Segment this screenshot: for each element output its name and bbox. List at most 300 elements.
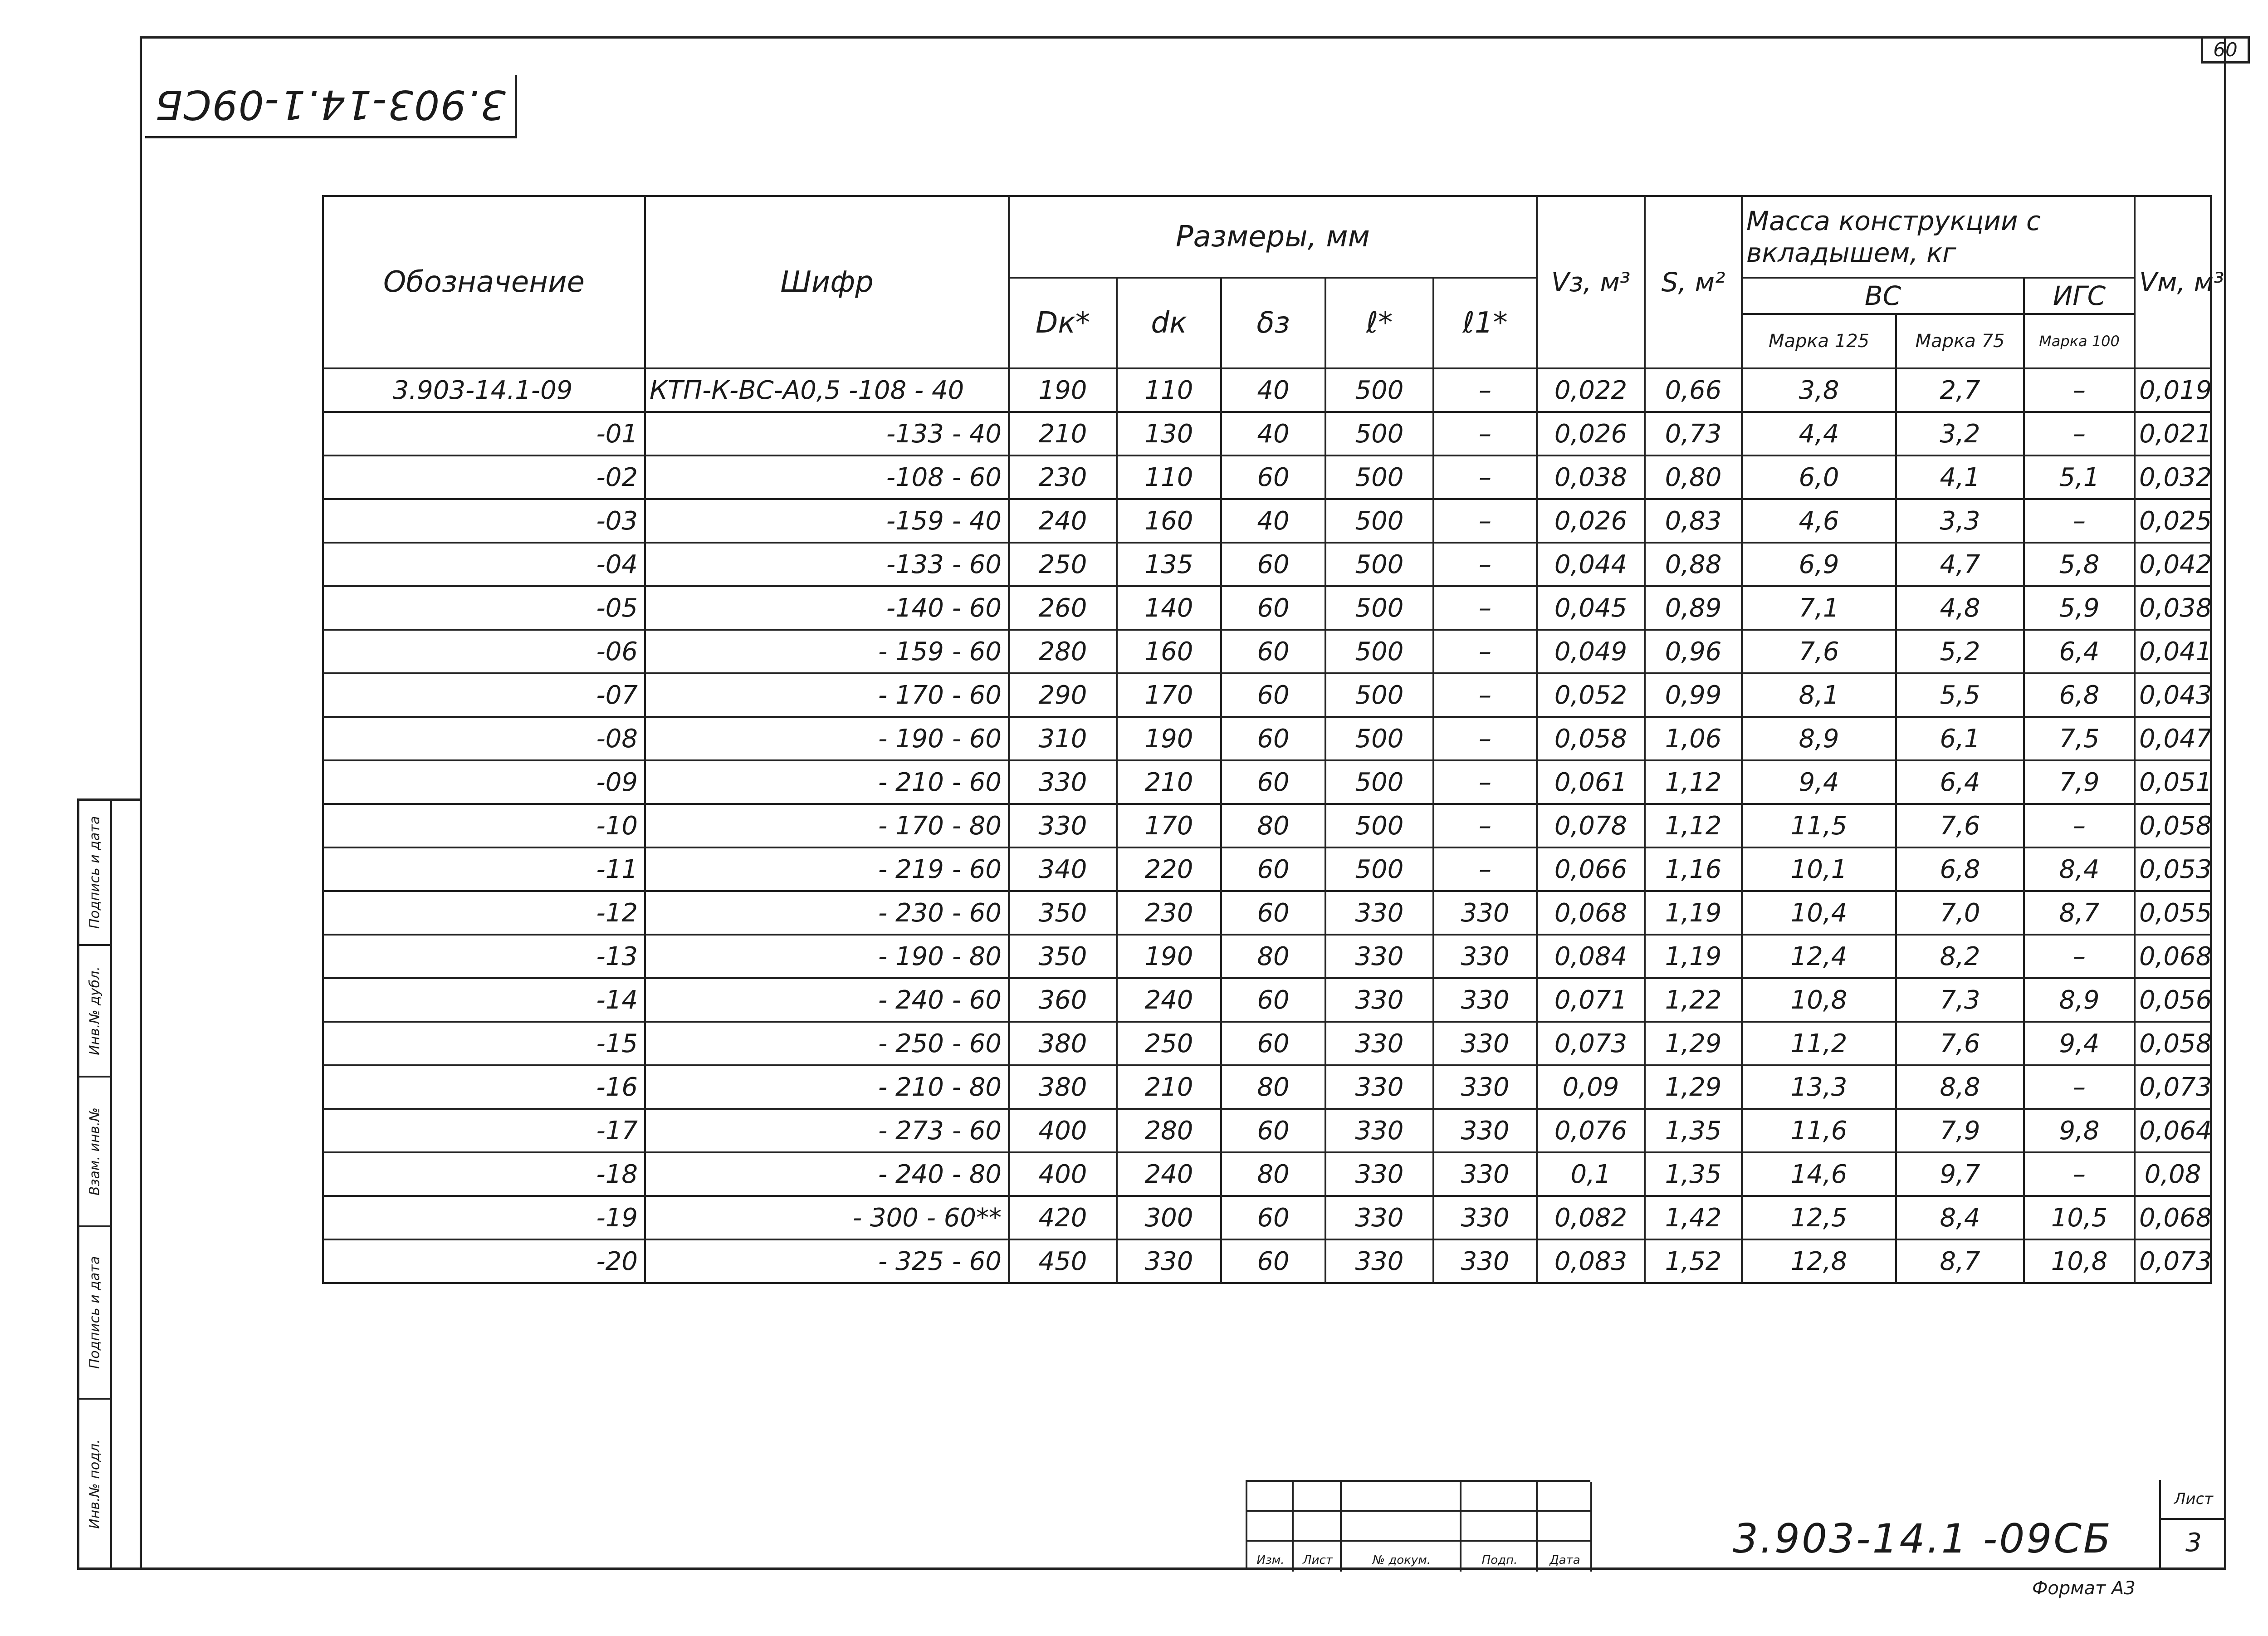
table-row	[323, 717, 2211, 760]
cell-dk-inner: 240	[1117, 978, 1221, 1022]
cell-s: 0,66	[1645, 368, 1742, 412]
cell-mass-grade75: 8,4	[1896, 1196, 2024, 1239]
cell-v3: 0,052	[1537, 673, 1645, 717]
table-row	[323, 760, 2211, 804]
cell-mass-grade125: 8,9	[1742, 717, 1896, 760]
cell-length1: –	[1433, 456, 1537, 499]
cell-vm: 0,056	[2135, 978, 2211, 1022]
side-cell-replace-inv: Взам. инв.№	[79, 1078, 112, 1227]
cell-s: 1,16	[1645, 847, 1742, 891]
cell-mass-grade75: 5,5	[1896, 673, 2024, 717]
cell-mass-grade125: 13,3	[1742, 1065, 1896, 1109]
cell-dk-outer: 350	[1009, 891, 1117, 935]
cell-dk-outer: 290	[1009, 673, 1117, 717]
cell-vm: 0,041	[2135, 630, 2211, 673]
cell-mass-grade100: –	[2024, 1152, 2135, 1196]
cell-designation: -16	[323, 1065, 645, 1109]
cell-length1: –	[1433, 760, 1537, 804]
cell-mass-grade75: 3,3	[1896, 499, 2024, 543]
cell-designation: -13	[323, 935, 645, 978]
cell-v3: 0,083	[1537, 1239, 1645, 1283]
cell-vm: 0,032	[2135, 456, 2211, 499]
cell-v3: 0,076	[1537, 1109, 1645, 1152]
cell-designation: -14	[323, 978, 645, 1022]
cell-length: 500	[1325, 543, 1433, 586]
sheet-box	[2159, 1480, 2226, 1570]
cell-length: 330	[1325, 1152, 1433, 1196]
cell-dk-outer: 400	[1009, 1152, 1117, 1196]
cell-dk-inner: 135	[1117, 543, 1221, 586]
cell-delta3: 60	[1221, 630, 1325, 673]
cell-dk-inner: 170	[1117, 804, 1221, 847]
header-igs: ИГС	[2024, 278, 2135, 314]
label-doc-number: № докум.	[1372, 1553, 1431, 1567]
cell-delta3: 60	[1221, 891, 1325, 935]
cell-cipher: -133 - 60	[645, 543, 1009, 586]
cell-length1: 330	[1433, 1239, 1537, 1283]
cell-length: 500	[1325, 630, 1433, 673]
cell-length: 330	[1325, 1196, 1433, 1239]
cell-designation: -09	[323, 760, 645, 804]
cell-v3: 0,026	[1537, 412, 1645, 456]
format-label: Формат А3	[2032, 1578, 2136, 1599]
cell-mass-grade125: 14,6	[1742, 1152, 1896, 1196]
cell-cipher: - 210 - 80	[645, 1065, 1009, 1109]
cell-length1: –	[1433, 717, 1537, 760]
cell-dk-inner: 300	[1117, 1196, 1221, 1239]
cell-dk-outer: 330	[1009, 804, 1117, 847]
header-l-star: ℓ*	[1325, 278, 1433, 368]
cell-length1: –	[1433, 368, 1537, 412]
cell-mass-grade125: 7,6	[1742, 630, 1896, 673]
cell-s: 0,89	[1645, 586, 1742, 630]
cell-mass-grade125: 11,5	[1742, 804, 1896, 847]
cell-delta3: 60	[1221, 847, 1325, 891]
cell-cipher: - 300 - 60**	[645, 1196, 1009, 1239]
table-row	[323, 1152, 2211, 1196]
cell-v3: 0,045	[1537, 586, 1645, 630]
cell-delta3: 40	[1221, 368, 1325, 412]
revision-grid	[1246, 1480, 1590, 1570]
cell-mass-grade75: 2,7	[1896, 368, 2024, 412]
cell-dk-outer: 340	[1009, 847, 1117, 891]
cell-s: 1,42	[1645, 1196, 1742, 1239]
cell-delta3: 60	[1221, 456, 1325, 499]
header-dk-star: Dк*	[1009, 278, 1117, 368]
cell-delta3: 40	[1221, 499, 1325, 543]
cell-mass-grade125: 8,1	[1742, 673, 1896, 717]
cell-mass-grade75: 6,1	[1896, 717, 2024, 760]
cell-dk-outer: 240	[1009, 499, 1117, 543]
cell-dk-outer: 250	[1009, 543, 1117, 586]
cell-length: 330	[1325, 1022, 1433, 1065]
cell-mass-grade75: 5,2	[1896, 630, 2024, 673]
cell-s: 1,35	[1645, 1109, 1742, 1152]
cell-cipher: -159 - 40	[645, 499, 1009, 543]
cell-length: 330	[1325, 978, 1433, 1022]
cell-length: 500	[1325, 717, 1433, 760]
cell-mass-grade125: 11,6	[1742, 1109, 1896, 1152]
cell-designation: -18	[323, 1152, 645, 1196]
cell-mass-grade125: 11,2	[1742, 1022, 1896, 1065]
table-row	[323, 368, 2211, 412]
cell-length: 330	[1325, 891, 1433, 935]
table-row	[323, 978, 2211, 1022]
cell-designation: -20	[323, 1239, 645, 1283]
cell-dk-inner: 280	[1117, 1109, 1221, 1152]
cell-vm: 0,068	[2135, 935, 2211, 978]
cell-mass-grade125: 7,1	[1742, 586, 1896, 630]
cell-cipher: -108 - 60	[645, 456, 1009, 499]
cell-mass-grade75: 7,6	[1896, 804, 2024, 847]
cell-length: 500	[1325, 368, 1433, 412]
cell-vm: 0,047	[2135, 717, 2211, 760]
cell-designation: -12	[323, 891, 645, 935]
cell-length1: 330	[1433, 1152, 1537, 1196]
cell-mass-grade100: 10,8	[2024, 1239, 2135, 1283]
table-body	[323, 368, 2211, 1283]
cell-delta3: 80	[1221, 1065, 1325, 1109]
cell-vm: 0,042	[2135, 543, 2211, 586]
cell-length1: 330	[1433, 1065, 1537, 1109]
cell-v3: 0,044	[1537, 543, 1645, 586]
cell-v3: 0,061	[1537, 760, 1645, 804]
cell-designation: -10	[323, 804, 645, 847]
cell-v3: 0,09	[1537, 1065, 1645, 1109]
cell-designation: -03	[323, 499, 645, 543]
cell-delta3: 60	[1221, 717, 1325, 760]
cell-s: 1,52	[1645, 1239, 1742, 1283]
cell-dk-inner: 210	[1117, 1065, 1221, 1109]
cell-dk-inner: 250	[1117, 1022, 1221, 1065]
cell-length1: 330	[1433, 1196, 1537, 1239]
label-change: Изм.	[1256, 1553, 1285, 1567]
cell-designation: -04	[323, 543, 645, 586]
cell-cipher: - 210 - 60	[645, 760, 1009, 804]
header-dk: dк	[1117, 278, 1221, 368]
cell-designation: -05	[323, 586, 645, 630]
cell-mass-grade100: 7,9	[2024, 760, 2135, 804]
header-grade-125: Марка 125	[1742, 314, 1896, 368]
cell-vm: 0,021	[2135, 412, 2211, 456]
cell-dk-outer: 360	[1009, 978, 1117, 1022]
side-cell-signature-date-2: Подпись и дата	[79, 1227, 112, 1400]
cell-mass-grade100: 8,4	[2024, 847, 2135, 891]
table-row	[323, 543, 2211, 586]
side-cell-signature-date-1: Подпись и дата	[79, 801, 112, 946]
cell-length: 500	[1325, 456, 1433, 499]
cell-mass-grade75: 4,8	[1896, 586, 2024, 630]
cell-v3: 0,038	[1537, 456, 1645, 499]
sheet-label: Лист	[2161, 1480, 2226, 1520]
cell-length1: 330	[1433, 1022, 1537, 1065]
cell-mass-grade100: 8,9	[2024, 978, 2135, 1022]
cell-mass-grade100: –	[2024, 368, 2135, 412]
label-sheet: Лист	[1303, 1553, 1333, 1567]
cell-length: 500	[1325, 804, 1433, 847]
document-code: 3.903-14.1 -09СБ	[1733, 1515, 2113, 1562]
cell-length1: –	[1433, 499, 1537, 543]
cell-designation: -06	[323, 630, 645, 673]
cell-cipher: - 170 - 60	[645, 673, 1009, 717]
cell-dk-inner: 230	[1117, 891, 1221, 935]
cell-vm: 0,055	[2135, 891, 2211, 935]
cell-length: 500	[1325, 847, 1433, 891]
header-vs: ВС	[1742, 278, 2024, 314]
cell-mass-grade125: 12,5	[1742, 1196, 1896, 1239]
cell-cipher: - 159 - 60	[645, 630, 1009, 673]
cell-length1: –	[1433, 804, 1537, 847]
cell-v3: 0,022	[1537, 368, 1645, 412]
cell-mass-grade125: 10,1	[1742, 847, 1896, 891]
cell-cipher: КТП-К-ВС-А0,5 -108 - 40	[645, 368, 1009, 412]
cell-mass-grade125: 9,4	[1742, 760, 1896, 804]
cell-dk-outer: 400	[1009, 1109, 1117, 1152]
rotated-doc-code-text: 3.903-14.1-09CБ	[154, 81, 506, 128]
side-cell-dupl-inv: Инв.№ дубл.	[79, 946, 112, 1078]
header-cipher: Шифр	[645, 196, 1009, 368]
cell-dk-inner: 160	[1117, 499, 1221, 543]
cell-length: 500	[1325, 499, 1433, 543]
cell-dk-inner: 190	[1117, 935, 1221, 978]
cell-mass-grade75: 7,0	[1896, 891, 2024, 935]
cell-s: 1,22	[1645, 978, 1742, 1022]
table-row	[323, 847, 2211, 891]
cell-mass-grade100: –	[2024, 1065, 2135, 1109]
cell-length1: –	[1433, 847, 1537, 891]
cell-delta3: 60	[1221, 1196, 1325, 1239]
cell-mass-grade100: 6,4	[2024, 630, 2135, 673]
table-row	[323, 935, 2211, 978]
cell-length: 330	[1325, 1065, 1433, 1109]
cell-v3: 0,084	[1537, 935, 1645, 978]
cell-dk-inner: 190	[1117, 717, 1221, 760]
cell-delta3: 60	[1221, 1022, 1325, 1065]
cell-mass-grade75: 7,3	[1896, 978, 2024, 1022]
cell-length1: –	[1433, 673, 1537, 717]
cell-dk-outer: 280	[1009, 630, 1117, 673]
cell-v3: 0,078	[1537, 804, 1645, 847]
cell-cipher: - 190 - 80	[645, 935, 1009, 978]
cell-vm: 0,068	[2135, 1196, 2211, 1239]
header-mass: Масса конструкции с вкладышем, кг	[1742, 196, 2135, 278]
cell-dk-inner: 330	[1117, 1239, 1221, 1283]
cell-vm: 0,073	[2135, 1239, 2211, 1283]
cell-s: 0,73	[1645, 412, 1742, 456]
cell-vm: 0,025	[2135, 499, 2211, 543]
cell-delta3: 60	[1221, 543, 1325, 586]
cell-cipher: - 250 - 60	[645, 1022, 1009, 1065]
cell-mass-grade100: –	[2024, 935, 2135, 978]
cell-s: 0,99	[1645, 673, 1742, 717]
cell-length: 500	[1325, 586, 1433, 630]
cell-cipher: -140 - 60	[645, 586, 1009, 630]
cell-cipher: - 273 - 60	[645, 1109, 1009, 1152]
cell-length1: 330	[1433, 1109, 1537, 1152]
header-dimensions: Размеры, мм	[1009, 196, 1537, 278]
cell-mass-grade125: 4,6	[1742, 499, 1896, 543]
cell-v3: 0,058	[1537, 717, 1645, 760]
cell-length: 500	[1325, 412, 1433, 456]
cell-dk-outer: 380	[1009, 1065, 1117, 1109]
cell-length: 500	[1325, 673, 1433, 717]
cell-length1: 330	[1433, 978, 1537, 1022]
cell-mass-grade75: 7,6	[1896, 1022, 2024, 1065]
cell-v3: 0,049	[1537, 630, 1645, 673]
cell-mass-grade75: 9,7	[1896, 1152, 2024, 1196]
table-row	[323, 1065, 2211, 1109]
cell-s: 1,19	[1645, 935, 1742, 978]
cell-delta3: 60	[1221, 978, 1325, 1022]
cell-v3: 0,082	[1537, 1196, 1645, 1239]
cell-vm: 0,051	[2135, 760, 2211, 804]
cell-vm: 0,058	[2135, 1022, 2211, 1065]
cell-dk-outer: 260	[1009, 586, 1117, 630]
cell-length: 330	[1325, 1109, 1433, 1152]
cell-dk-outer: 450	[1009, 1239, 1117, 1283]
table-row	[323, 499, 2211, 543]
table-row	[323, 1196, 2211, 1239]
cell-dk-inner: 130	[1117, 412, 1221, 456]
cell-delta3: 80	[1221, 1152, 1325, 1196]
cell-vm: 0,08	[2135, 1152, 2211, 1196]
header-grade-100: Марка 100	[2024, 314, 2135, 368]
header-grade-75: Марка 75	[1896, 314, 2024, 368]
cell-vm: 0,043	[2135, 673, 2211, 717]
cell-s: 1,19	[1645, 891, 1742, 935]
cell-s: 0,88	[1645, 543, 1742, 586]
cell-mass-grade75: 4,1	[1896, 456, 2024, 499]
table-row	[323, 891, 2211, 935]
cell-mass-grade125: 6,9	[1742, 543, 1896, 586]
cell-vm: 0,038	[2135, 586, 2211, 630]
cell-mass-grade100: 8,7	[2024, 891, 2135, 935]
cell-s: 1,29	[1645, 1022, 1742, 1065]
table-row	[323, 1239, 2211, 1283]
table-row	[323, 456, 2211, 499]
cell-mass-grade100: 9,8	[2024, 1109, 2135, 1152]
label-date: Дата	[1549, 1553, 1580, 1567]
header-l1-star: ℓ1*	[1433, 278, 1537, 368]
cell-mass-grade100: –	[2024, 412, 2135, 456]
cell-delta3: 60	[1221, 1109, 1325, 1152]
cell-s: 1,35	[1645, 1152, 1742, 1196]
cell-s: 0,96	[1645, 630, 1742, 673]
cell-mass-grade125: 12,8	[1742, 1239, 1896, 1283]
cell-dk-inner: 140	[1117, 586, 1221, 630]
cell-dk-inner: 170	[1117, 673, 1221, 717]
cell-mass-grade100: 5,8	[2024, 543, 2135, 586]
cell-cipher: - 219 - 60	[645, 847, 1009, 891]
cell-length: 330	[1325, 935, 1433, 978]
cell-delta3: 60	[1221, 760, 1325, 804]
cell-s: 1,06	[1645, 717, 1742, 760]
cell-vm: 0,019	[2135, 368, 2211, 412]
cell-v3: 0,026	[1537, 499, 1645, 543]
cell-designation: -07	[323, 673, 645, 717]
cell-dk-inner: 160	[1117, 630, 1221, 673]
side-cell-orig-inv: Инв.№ подл.	[79, 1400, 112, 1570]
header-delta3: δз	[1221, 278, 1325, 368]
cell-mass-grade75: 4,7	[1896, 543, 2024, 586]
cell-mass-grade100: 7,5	[2024, 717, 2135, 760]
cell-v3: 0,073	[1537, 1022, 1645, 1065]
cell-designation: -01	[323, 412, 645, 456]
cell-vm: 0,053	[2135, 847, 2211, 891]
cell-mass-grade125: 10,4	[1742, 891, 1896, 935]
header-s: S, м²	[1645, 196, 1742, 368]
cell-dk-outer: 230	[1009, 456, 1117, 499]
cell-dk-outer: 420	[1009, 1196, 1117, 1239]
table-row	[323, 804, 2211, 847]
cell-mass-grade100: 5,1	[2024, 456, 2135, 499]
cell-designation: -02	[323, 456, 645, 499]
header-vm: Vм, м³	[2135, 196, 2211, 368]
cell-delta3: 60	[1221, 673, 1325, 717]
cell-length1: 330	[1433, 891, 1537, 935]
cell-mass-grade75: 8,8	[1896, 1065, 2024, 1109]
table-row	[323, 586, 2211, 630]
cell-dk-inner: 220	[1117, 847, 1221, 891]
cell-mass-grade125: 6,0	[1742, 456, 1896, 499]
cell-designation: -11	[323, 847, 645, 891]
table-row	[323, 630, 2211, 673]
cell-cipher: - 240 - 80	[645, 1152, 1009, 1196]
cell-dk-inner: 240	[1117, 1152, 1221, 1196]
header-v3: Vз, м³	[1537, 196, 1645, 368]
cell-mass-grade125: 10,8	[1742, 978, 1896, 1022]
cell-length: 500	[1325, 760, 1433, 804]
cell-mass-grade100: 5,9	[2024, 586, 2135, 630]
cell-dk-outer: 190	[1009, 368, 1117, 412]
cell-length1: –	[1433, 543, 1537, 586]
table-row	[323, 1109, 2211, 1152]
cell-cipher: - 170 - 80	[645, 804, 1009, 847]
cell-mass-grade75: 6,8	[1896, 847, 2024, 891]
cell-delta3: 80	[1221, 804, 1325, 847]
cell-delta3: 40	[1221, 412, 1325, 456]
page-number: 60	[2201, 36, 2250, 64]
cell-mass-grade100: 6,8	[2024, 673, 2135, 717]
cell-mass-grade75: 7,9	[1896, 1109, 2024, 1152]
cell-cipher: - 325 - 60	[645, 1239, 1009, 1283]
cell-mass-grade125: 12,4	[1742, 935, 1896, 978]
cell-mass-grade100: 9,4	[2024, 1022, 2135, 1065]
cell-s: 0,80	[1645, 456, 1742, 499]
cell-mass-grade100: 10,5	[2024, 1196, 2135, 1239]
cell-cipher: - 190 - 60	[645, 717, 1009, 760]
cell-delta3: 60	[1221, 1239, 1325, 1283]
specification-table	[322, 195, 2224, 1284]
cell-vm: 0,064	[2135, 1109, 2211, 1152]
cell-s: 1,12	[1645, 804, 1742, 847]
cell-designation: -19	[323, 1196, 645, 1239]
cell-designation: 3.903-14.1-09	[323, 368, 645, 412]
cell-v3: 0,071	[1537, 978, 1645, 1022]
cell-dk-outer: 210	[1009, 412, 1117, 456]
cell-length1: –	[1433, 586, 1537, 630]
cell-dk-outer: 350	[1009, 935, 1117, 978]
cell-v3: 0,1	[1537, 1152, 1645, 1196]
header-designation: Обозначение	[323, 196, 645, 368]
cell-mass-grade75: 3,2	[1896, 412, 2024, 456]
side-stamp	[77, 798, 141, 1570]
cell-delta3: 80	[1221, 935, 1325, 978]
cell-length1: –	[1433, 630, 1537, 673]
cell-s: 1,29	[1645, 1065, 1742, 1109]
cell-dk-outer: 310	[1009, 717, 1117, 760]
cell-mass-grade75: 8,7	[1896, 1239, 2024, 1283]
